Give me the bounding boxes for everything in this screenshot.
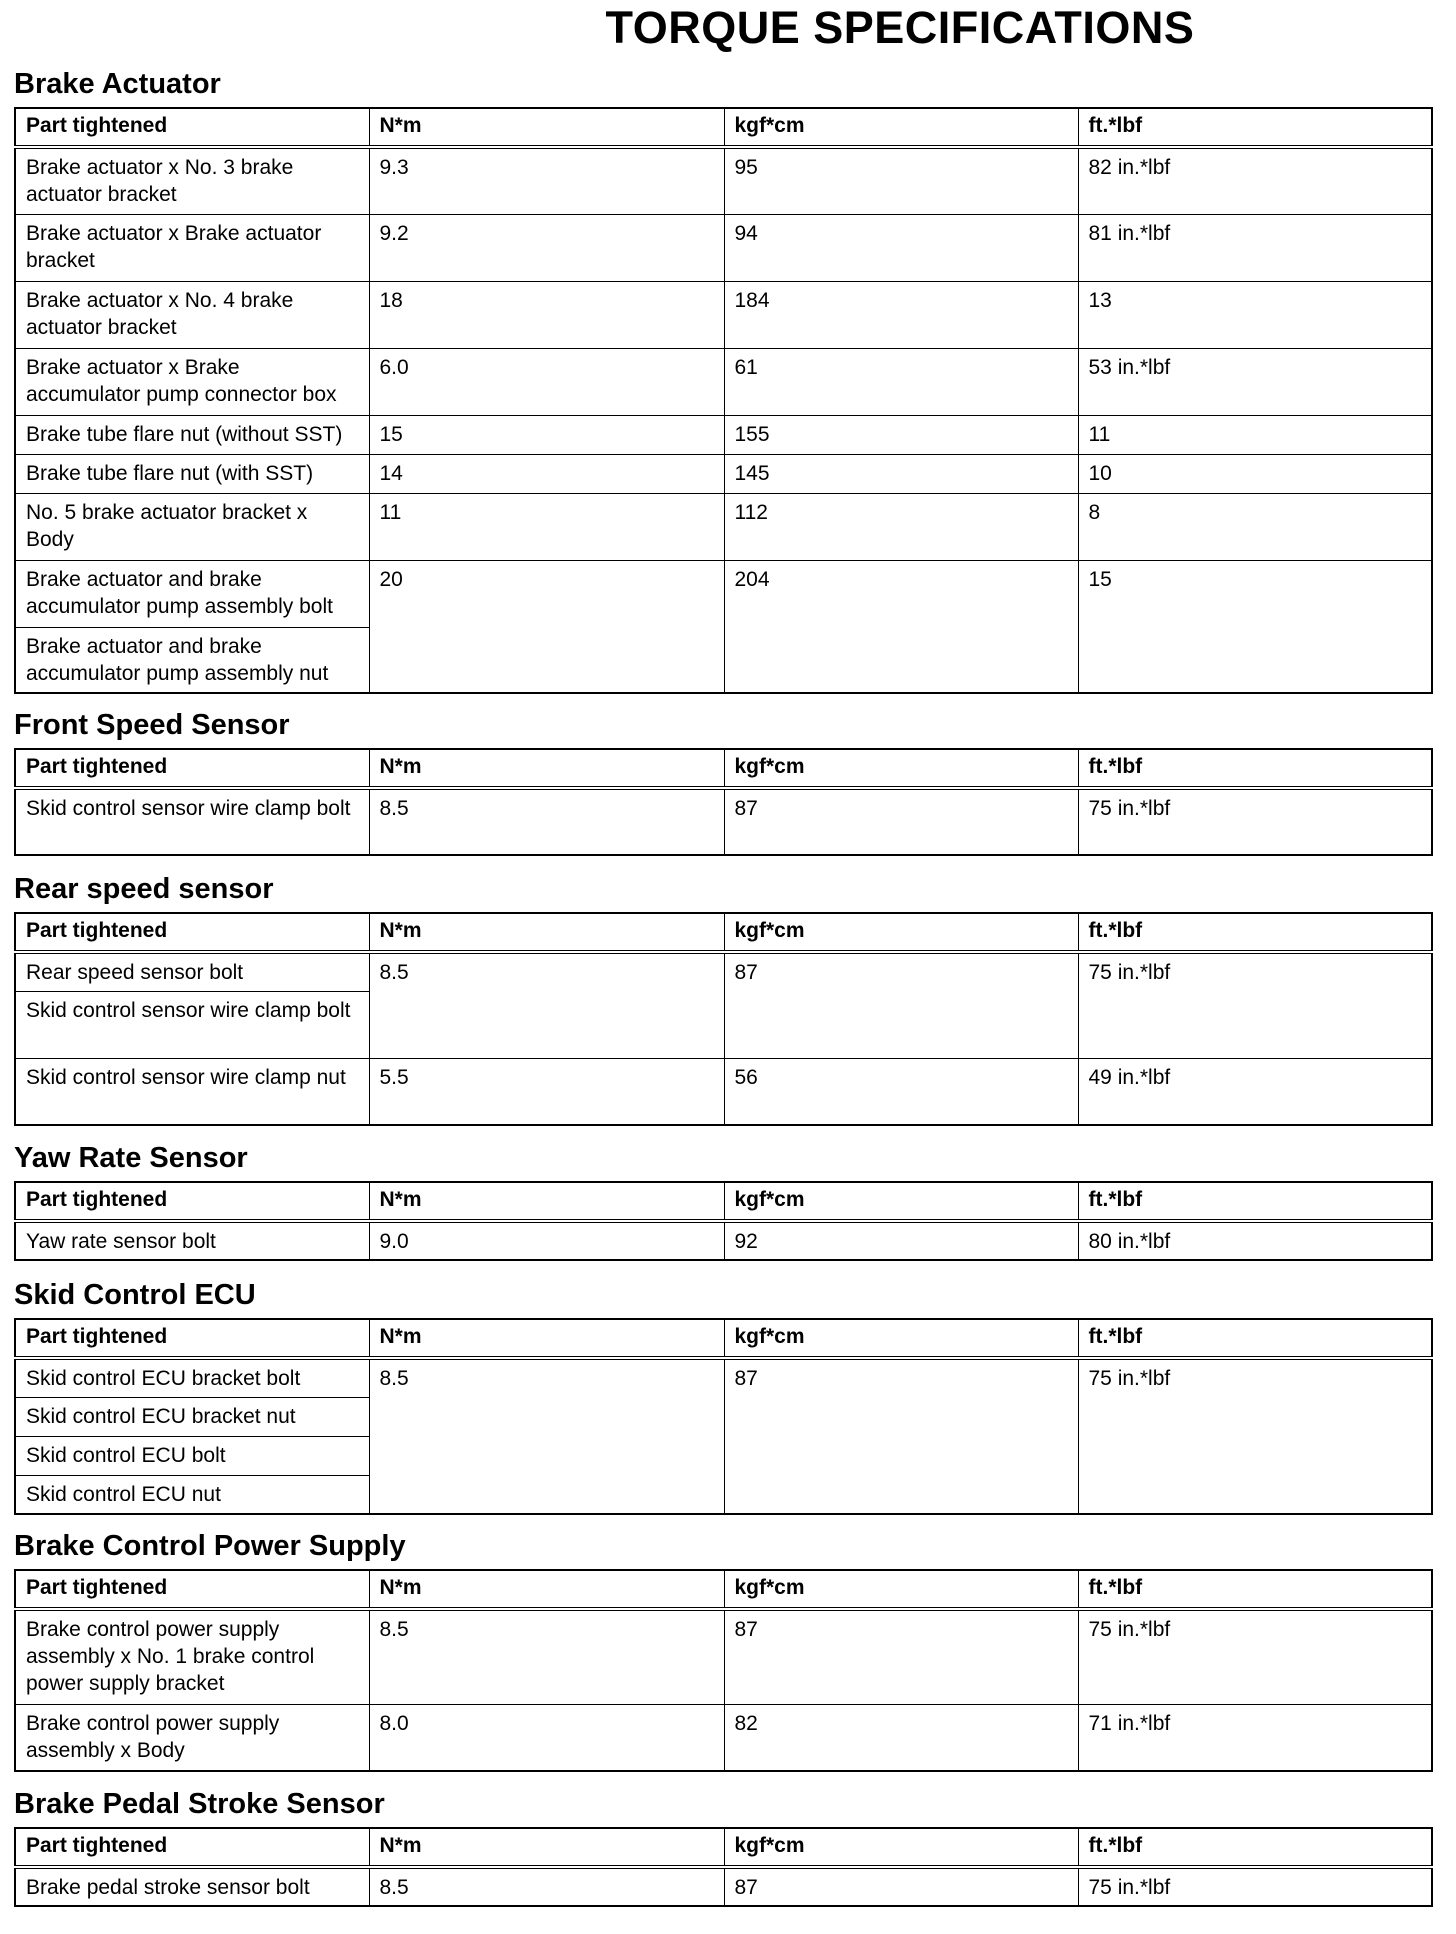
ftlbf-cell: 49 in.*lbf — [1078, 1058, 1432, 1125]
kgf-cell: 94 — [724, 214, 1078, 281]
kgf-cell: 87 — [724, 788, 1078, 855]
header-part: Part tightened — [15, 1828, 369, 1867]
header-ft: ft.*lbf — [1078, 1182, 1432, 1221]
table-row — [15, 560, 1432, 627]
part-cell: Skid control ECU nut — [15, 1475, 369, 1514]
table-row — [15, 1221, 1432, 1260]
header-ft: ft.*lbf — [1078, 1828, 1432, 1867]
nm-cell: 8.5 — [369, 1609, 724, 1704]
part-cell: Brake actuator and brake accumulator pump assembly nut — [15, 627, 369, 693]
table-header-row — [15, 1828, 1432, 1867]
part-cell: Brake actuator and brake accumulator pump assembly bolt — [15, 560, 369, 627]
part-cell: Brake tube flare nut (without SST) — [15, 415, 369, 454]
kgf-cell: 92 — [724, 1221, 1078, 1260]
nm-cell: 8.0 — [369, 1704, 724, 1771]
nm-cell: 6.0 — [369, 348, 724, 415]
header-kgf: kgf*cm — [724, 1182, 1078, 1221]
header-part: Part tightened — [15, 1570, 369, 1609]
part-cell: Skid control sensor wire clamp bolt — [15, 788, 369, 855]
table-row — [15, 214, 1432, 281]
header-part: Part tightened — [15, 108, 369, 147]
ftlbf-cell: 75 in.*lbf — [1078, 1867, 1432, 1906]
ftlbf-cell: 81 in.*lbf — [1078, 214, 1432, 281]
nm-cell: 11 — [369, 493, 724, 560]
header-nm: N*m — [369, 1570, 724, 1609]
part-cell: Skid control sensor wire clamp nut — [15, 1058, 369, 1125]
part-cell: Brake tube flare nut (with SST) — [15, 454, 369, 493]
part-cell: Brake control power supply assembly x Body — [15, 1704, 369, 1771]
kgf-cell: 184 — [724, 281, 1078, 348]
ftlbf-cell: 75 in.*lbf — [1078, 1358, 1432, 1514]
kgf-cell: 87 — [724, 952, 1078, 1058]
part-cell: Skid control sensor wire clamp bolt — [15, 991, 369, 1058]
part-cell: Rear speed sensor bolt — [15, 952, 369, 991]
nm-cell: 14 — [369, 454, 724, 493]
torque-table — [14, 1181, 1433, 1261]
table-row — [15, 1358, 1432, 1397]
header-nm: N*m — [369, 749, 724, 788]
ftlbf-cell: 71 in.*lbf — [1078, 1704, 1432, 1771]
part-cell: Skid control ECU bracket nut — [15, 1397, 369, 1436]
ftlbf-cell: 80 in.*lbf — [1078, 1221, 1432, 1260]
nm-cell: 18 — [369, 281, 724, 348]
torque-table — [14, 107, 1433, 694]
ftlbf-cell: 10 — [1078, 454, 1432, 493]
kgf-cell: 112 — [724, 493, 1078, 560]
header-ft: ft.*lbf — [1078, 1319, 1432, 1358]
table-header-row — [15, 913, 1432, 952]
table-header-row — [15, 108, 1432, 147]
page-title: TORQUE SPECIFICATIONS — [605, 2, 1195, 53]
ftlbf-cell: 75 in.*lbf — [1078, 952, 1432, 1058]
table-row — [15, 1704, 1432, 1771]
header-kgf: kgf*cm — [724, 1319, 1078, 1358]
kgf-cell: 145 — [724, 454, 1078, 493]
section-title: Brake Pedal Stroke Sensor — [14, 1788, 385, 1820]
torque-table — [14, 1318, 1433, 1515]
ftlbf-cell: 82 in.*lbf — [1078, 147, 1432, 214]
kgf-cell: 204 — [724, 560, 1078, 693]
header-ft: ft.*lbf — [1078, 1570, 1432, 1609]
ftlbf-cell: 13 — [1078, 281, 1432, 348]
section-title: Brake Actuator — [14, 68, 221, 100]
ftlbf-cell: 8 — [1078, 493, 1432, 560]
header-kgf: kgf*cm — [724, 749, 1078, 788]
header-ft: ft.*lbf — [1078, 913, 1432, 952]
nm-cell: 8.5 — [369, 788, 724, 855]
kgf-cell: 87 — [724, 1358, 1078, 1514]
nm-cell: 20 — [369, 560, 724, 693]
nm-cell: 9.2 — [369, 214, 724, 281]
table-row — [15, 788, 1432, 855]
torque-table — [14, 912, 1433, 1126]
header-nm: N*m — [369, 108, 724, 147]
kgf-cell: 155 — [724, 415, 1078, 454]
kgf-cell: 61 — [724, 348, 1078, 415]
table-row — [15, 454, 1432, 493]
table-row — [15, 415, 1432, 454]
kgf-cell: 95 — [724, 147, 1078, 214]
nm-cell: 15 — [369, 415, 724, 454]
nm-cell: 5.5 — [369, 1058, 724, 1125]
header-nm: N*m — [369, 1319, 724, 1358]
table-header-row — [15, 1182, 1432, 1221]
header-kgf: kgf*cm — [724, 1828, 1078, 1867]
section-title: Yaw Rate Sensor — [14, 1142, 248, 1174]
header-nm: N*m — [369, 1828, 724, 1867]
part-cell: Brake actuator x No. 3 brake actuator bracket — [15, 147, 369, 214]
table-row — [15, 348, 1432, 415]
ftlbf-cell: 15 — [1078, 560, 1432, 693]
section-title: Skid Control ECU — [14, 1279, 256, 1311]
part-cell: Brake pedal stroke sensor bolt — [15, 1867, 369, 1906]
kgf-cell: 82 — [724, 1704, 1078, 1771]
torque-table — [14, 1569, 1433, 1772]
part-cell: Skid control ECU bracket bolt — [15, 1358, 369, 1397]
ftlbf-cell: 75 in.*lbf — [1078, 788, 1432, 855]
table-row — [15, 147, 1432, 214]
nm-cell: 8.5 — [369, 1867, 724, 1906]
table-row — [15, 1867, 1432, 1906]
kgf-cell: 87 — [724, 1609, 1078, 1704]
table-row — [15, 281, 1432, 348]
header-ft: ft.*lbf — [1078, 749, 1432, 788]
ftlbf-cell: 11 — [1078, 415, 1432, 454]
header-nm: N*m — [369, 913, 724, 952]
header-part: Part tightened — [15, 913, 369, 952]
section-title: Front Speed Sensor — [14, 709, 290, 741]
header-ft: ft.*lbf — [1078, 108, 1432, 147]
part-cell: Yaw rate sensor bolt — [15, 1221, 369, 1260]
nm-cell: 8.5 — [369, 952, 724, 1058]
kgf-cell: 87 — [724, 1867, 1078, 1906]
header-kgf: kgf*cm — [724, 1570, 1078, 1609]
header-part: Part tightened — [15, 1319, 369, 1358]
ftlbf-cell: 53 in.*lbf — [1078, 348, 1432, 415]
header-part: Part tightened — [15, 1182, 369, 1221]
torque-table — [14, 1827, 1433, 1907]
table-header-row — [15, 1570, 1432, 1609]
part-cell: Brake control power supply assembly x No. 1 brake control power supply bracket — [15, 1609, 369, 1704]
nm-cell: 9.3 — [369, 147, 724, 214]
ftlbf-cell: 75 in.*lbf — [1078, 1609, 1432, 1704]
part-cell: Skid control ECU bolt — [15, 1436, 369, 1475]
kgf-cell: 56 — [724, 1058, 1078, 1125]
section-title: Rear speed sensor — [14, 873, 274, 905]
part-cell: Brake actuator x Brake accumulator pump connector box — [15, 348, 369, 415]
part-cell: No. 5 brake actuator bracket x Body — [15, 493, 369, 560]
table-row — [15, 952, 1432, 991]
part-cell: Brake actuator x No. 4 brake actuator bracket — [15, 281, 369, 348]
part-cell: Brake actuator x Brake actuator bracket — [15, 214, 369, 281]
header-nm: N*m — [369, 1182, 724, 1221]
header-kgf: kgf*cm — [724, 913, 1078, 952]
table-row — [15, 493, 1432, 560]
nm-cell: 9.0 — [369, 1221, 724, 1260]
header-part: Part tightened — [15, 749, 369, 788]
header-kgf: kgf*cm — [724, 108, 1078, 147]
table-row — [15, 1058, 1432, 1125]
section-title: Brake Control Power Supply — [14, 1530, 406, 1562]
nm-cell: 8.5 — [369, 1358, 724, 1514]
table-header-row — [15, 1319, 1432, 1358]
torque-table — [14, 748, 1433, 856]
table-row — [15, 1609, 1432, 1704]
table-header-row — [15, 749, 1432, 788]
